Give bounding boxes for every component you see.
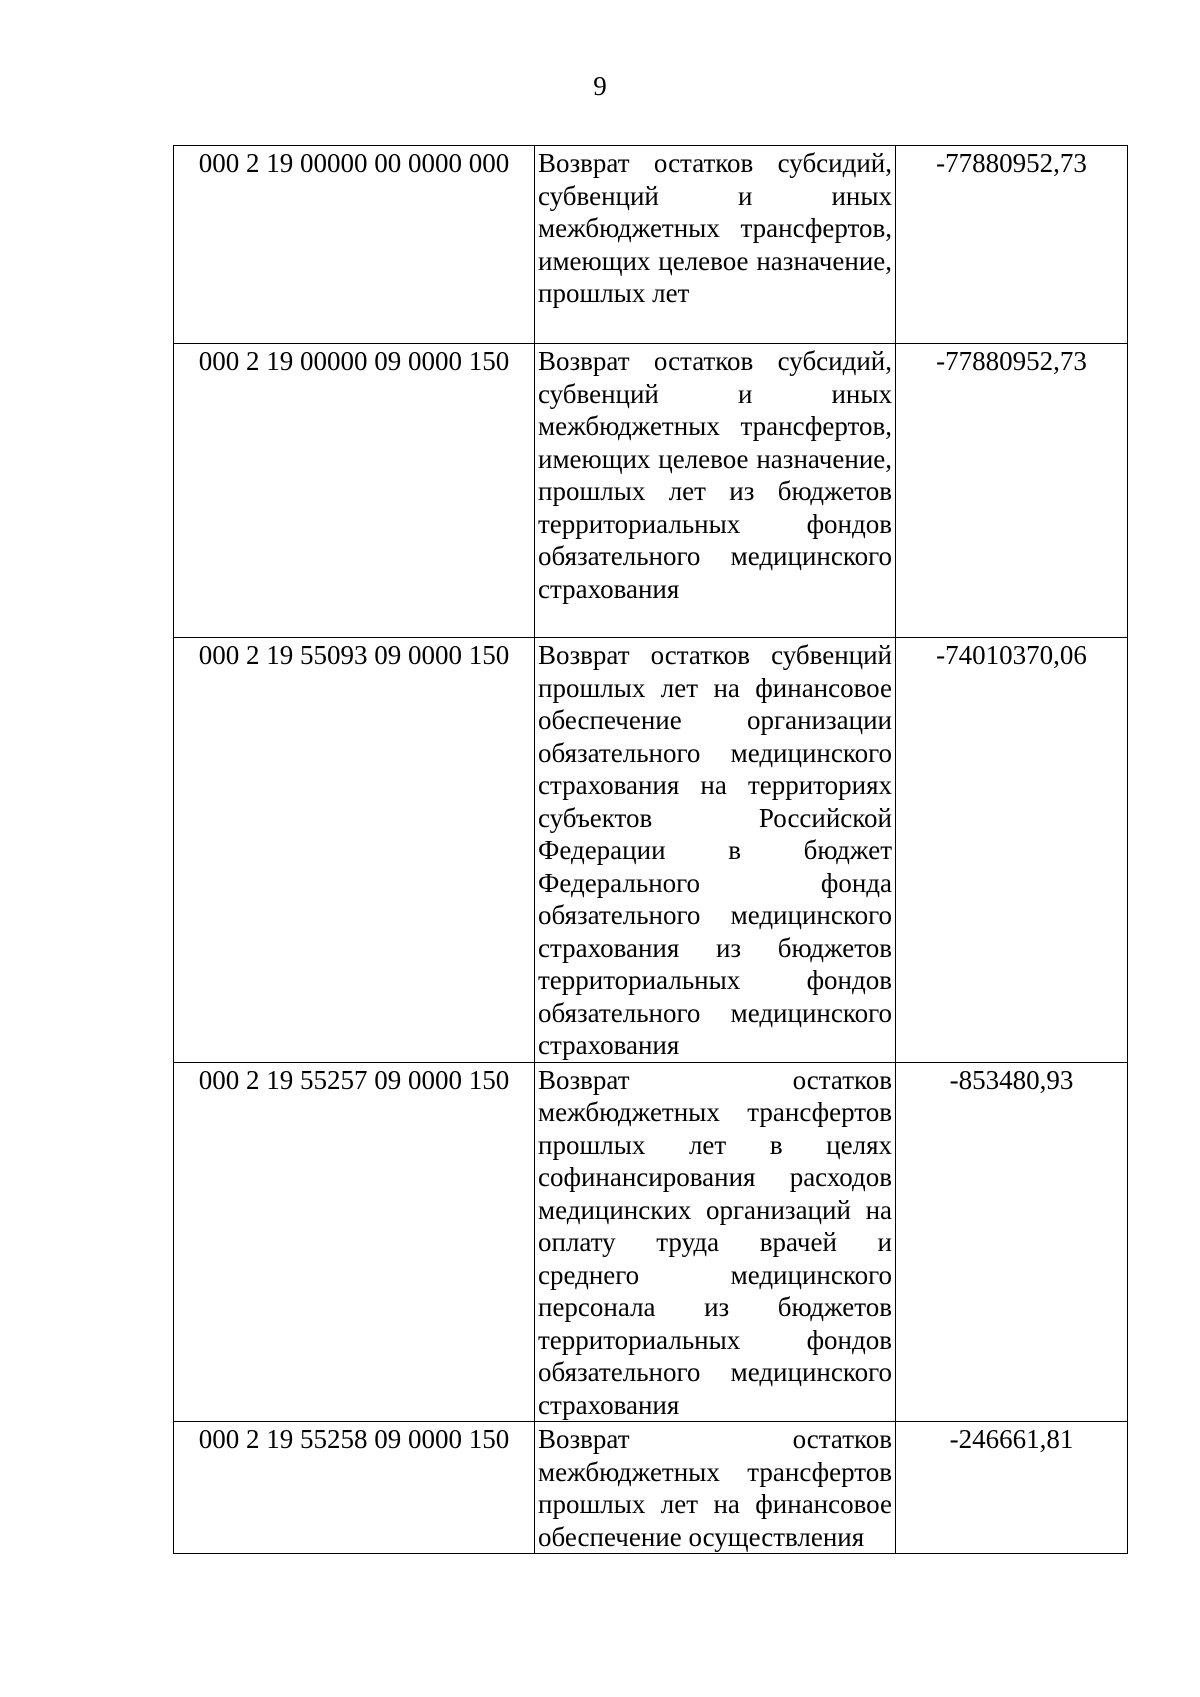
- budget-amount: -853480,93: [896, 1062, 1128, 1422]
- page-number: 9: [593, 71, 607, 101]
- table-row: [174, 1062, 1128, 1422]
- budget-code: 000 2 19 00000 09 0000 150: [174, 344, 535, 638]
- budget-item-name: Возврат остатков субсидий, субвенций и иных межбюджетных трансфертов, имеющих целевое назначение, прошлых лет из бюджетов территориальных фондов обязательного медицинского страхования: [535, 344, 896, 638]
- budget-item-name: Возврат остатков субвенций прошлых лет на финансовое обеспечение организации обязательного медицинского страхования на территориях субъектов Российской Федерации в бюджет Федерального фонда обязательного медицинского страхования из бюджетов территориальных фондов обязательного медицинского страхования: [535, 638, 896, 1063]
- budget-code: 000 2 19 55258 09 0000 150: [174, 1422, 535, 1554]
- table-row: [174, 1422, 1128, 1554]
- budget-item-name: Возврат остатков межбюджетных трансфертов прошлых лет на финансовое обеспечение осуществления: [535, 1422, 896, 1554]
- budget-code: 000 2 19 00000 00 0000 000: [174, 146, 535, 344]
- table-row: [174, 638, 1128, 1063]
- budget-code: 000 2 19 55093 09 0000 150: [174, 638, 535, 1063]
- budget-item-name: Возврат остатков межбюджетных трансфертов прошлых лет в целях софинансирования расходов медицинских организаций на оплату труда врачей и среднего медицинского персонала из бюджетов территориальных фондов обязательного медицинского страхования: [535, 1062, 896, 1422]
- budget-item-name: Возврат остатков субсидий, субвенций и иных межбюджетных трансфертов, имеющих целевое назначение, прошлых лет: [535, 146, 896, 344]
- budget-amount: -77880952,73: [896, 146, 1128, 344]
- budget-amount: -74010370,06: [896, 638, 1128, 1063]
- budget-amount: -77880952,73: [896, 344, 1128, 638]
- budget-table: [173, 145, 1128, 1554]
- budget-code: 000 2 19 55257 09 0000 150: [174, 1062, 535, 1422]
- budget-amount: -246661,81: [896, 1422, 1128, 1554]
- table-row: [174, 146, 1128, 344]
- table-row: [174, 344, 1128, 638]
